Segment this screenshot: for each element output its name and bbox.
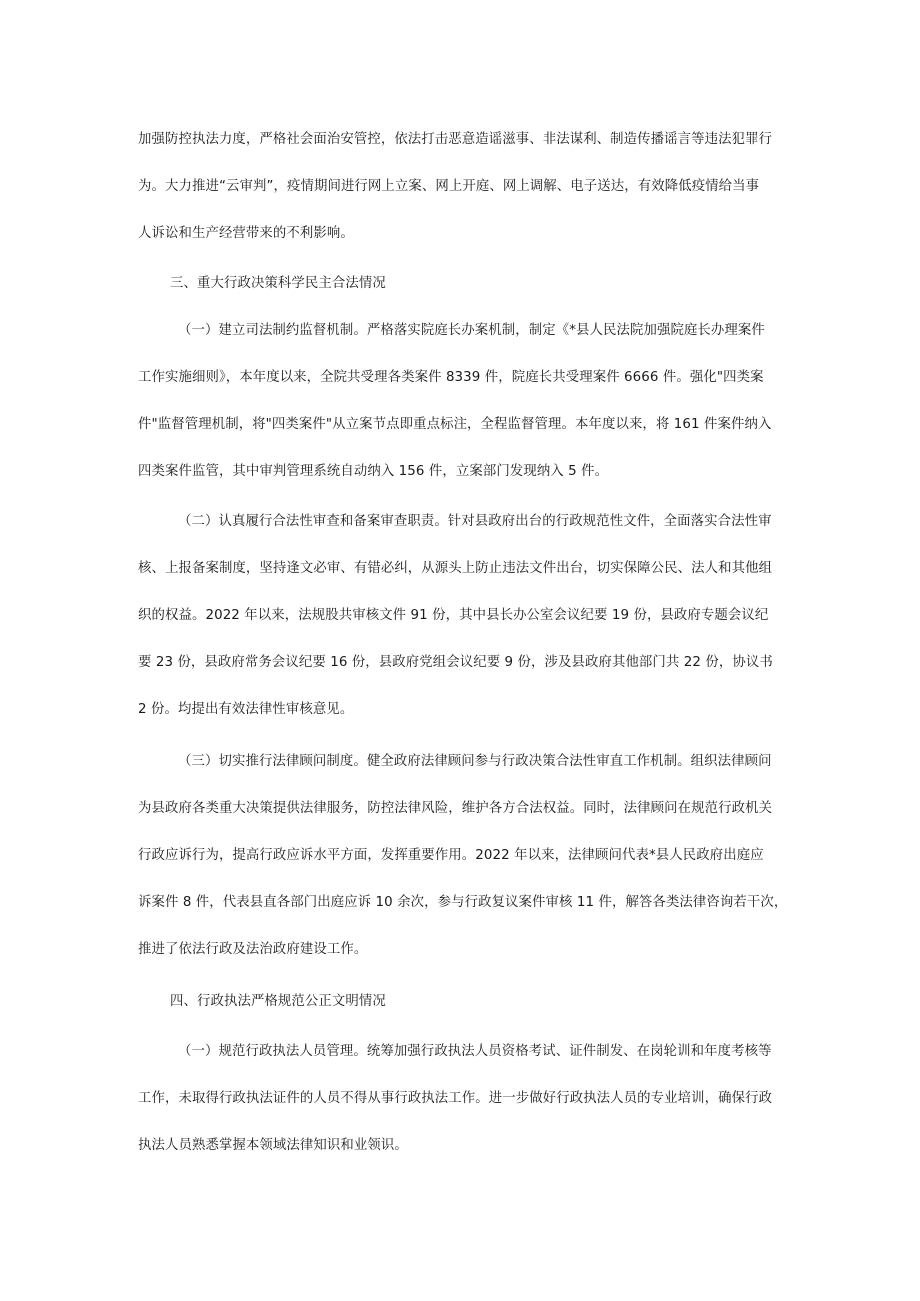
paragraph-judicial-supervision: [138, 307, 798, 495]
paragraph-line: 为。大力推进“云审判”，疫情期间进行网上立案、网上开庭、网上调解、电子送达，有效降低疫情给当事: [138, 179, 760, 194]
paragraph-line: 为县政府各类重大决策提供法律服务，防控法律风险，维护各方合法权益。同时，法律顾问在规范行政机关: [138, 801, 773, 816]
paragraph-line: 件"监督管理机制，将"四类案件"从立案节点即重点标注，全程监督管理。本年度以来，将 161 件案件纳入: [138, 417, 772, 432]
heading-text: 三、重大行政决策科学民主合法情况: [170, 276, 386, 291]
paragraph-epidemic-enforcement: [138, 116, 798, 257]
paragraph-line: 2 份。均提出有效法律性审核意见。: [138, 702, 354, 717]
paragraph-line: 执法人员熟悉掌握本领域法律知识和业领识。: [138, 1138, 408, 1153]
paragraph-enforcement-personnel: [138, 1028, 798, 1169]
section-heading-4: [138, 978, 798, 1025]
paragraph-line: （一）规范行政执法人员管理。统筹加强行政执法人员资格考试、证件制发、在岗轮训和年度考核等: [178, 1044, 772, 1059]
heading-text: 四、行政执法严格规范公正文明情况: [170, 994, 386, 1009]
paragraph-legal-advisor: [138, 738, 798, 973]
paragraph-line: 诉案件 8 件，代表县直各部门出庭应诉 10 余次，参与行政复议案件审核 11 件，解答各类法律咨询若干次，: [138, 895, 788, 910]
paragraph-line: 四类案件监管，其中审判管理系统自动纳入 156 件，立案部门发现纳入 5 件。: [138, 464, 609, 479]
paragraph-line: （一）建立司法制约监督机制。严格落实院庭长办案机制，制定《*县人民法院加强院庭长办理案件: [178, 323, 765, 338]
paragraph-line: （三）切实推行法律顾问制度。健全政府法律顾问参与行政决策合法性审直工作机制。组织法律顾问: [178, 754, 772, 769]
paragraph-line: 加强防控执法力度，严格社会面治安管控，依法打击恶意造谣滋事、非法谋利、制造传播谣言等违法犯罪行: [138, 132, 773, 147]
section-heading-3: [138, 260, 798, 307]
paragraph-legality-review: [138, 498, 798, 733]
paragraph-line: 工作，未取得行政执法证件的人员不得从事行政执法工作。进一步做好行政执法人员的专业培训，确保行政: [138, 1091, 773, 1106]
paragraph-line: 推进了依法行政及法治政府建设工作。: [138, 942, 368, 957]
paragraph-line: 核、上报备案制度，坚持逢文必审、有错必纠，从源头上防止违法文件出台，切实保障公民、法人和其他组: [138, 561, 773, 576]
paragraph-line: （二）认真履行合法性审查和备案审查职责。针对县政府出台的行政规范性文件，全面落实合法性审: [178, 514, 772, 529]
paragraph-line: 工作实施细则》，本年度以来，全院共受理各类案件 8339 件，院庭长共受理案件 6666 件。强化"四类案: [138, 370, 764, 385]
paragraph-line: 要 23 份，县政府常务会议纪要 16 份，县政府党组会议纪要 9 份，涉及县政府其他部门共 22 份，协议书: [138, 655, 773, 670]
paragraph-line: 织的权益。2022 年以来，法规股共审核文件 91 份，其中县长办公室会议纪要 19 份，县政府专题会议纪: [138, 608, 769, 623]
paragraph-line: 行政应诉行为，提高行政应诉水平方面，发挥重要作用。2022 年以来，法律顾问代表*县人民政府出庭应: [138, 848, 764, 863]
paragraph-line: 人诉讼和生产经营带来的不利影响。: [138, 226, 354, 241]
